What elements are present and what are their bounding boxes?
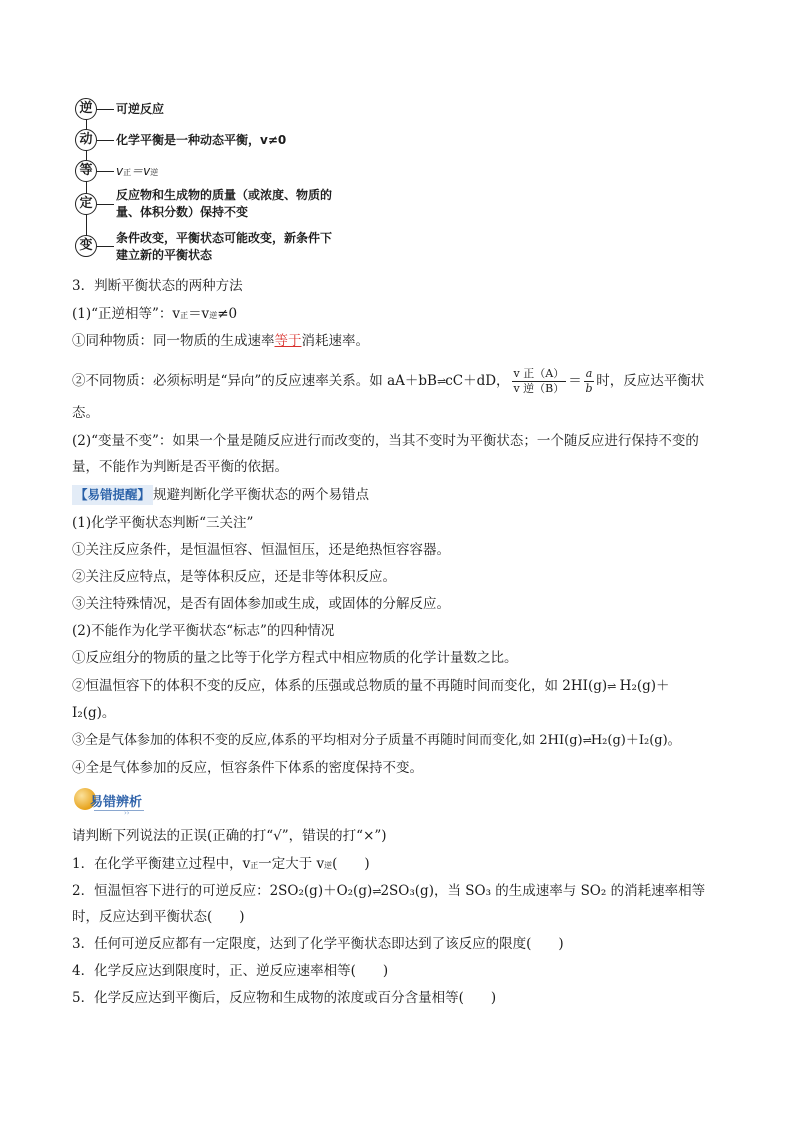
quiz-intro: 请判断下列说法的正误(正确的打“√”，错误的打“×”)	[72, 828, 387, 844]
text-line: ④全是气体参加的反应，恒容条件下体系的密度保持不变。	[72, 760, 423, 776]
text-line: I₂(g)。	[72, 705, 116, 721]
feature-text-5: 条件改变，平衡状态可能改变，新条件下 建立新的平衡状态	[116, 231, 333, 262]
quiz-item-2-cont: 时，反应达到平衡状态( )	[72, 909, 245, 925]
text-line: ③关注特殊情况，是否有固体参加或生成，或固体的分解反应。	[72, 596, 450, 612]
text-line: ②关注反应特点，是等体积反应，还是非等体积反应。	[72, 569, 396, 585]
text-line: ①关注反应条件，是恒温恒容、恒温恒压，还是绝热恒容容器。	[72, 542, 450, 558]
feature-dash-4	[97, 204, 114, 205]
section-underline	[94, 810, 144, 811]
equilibrium-arrow-icon: ⇌	[372, 885, 381, 898]
feature-text-2: 化学平衡是一种动态平衡，v≠0	[116, 133, 287, 147]
feature-circle-2: 动	[75, 129, 97, 151]
feature-circle-5: 变	[75, 235, 97, 257]
error-reminder-line: 【易错提醒】 规避判断化学平衡状态的两个易错点	[72, 485, 369, 505]
equilibrium-feature-diagram	[72, 95, 402, 265]
feature-dash-5	[97, 246, 114, 247]
text-line: 态。	[72, 405, 99, 421]
equilibrium-arrow-icon: ⇌	[582, 734, 591, 747]
equilibrium-arrow-icon: ⇌	[607, 680, 616, 693]
error-reminder-badge: 【易错提醒】	[72, 485, 153, 505]
text-line: (2)不能作为化学平衡状态“标志”的四种情况	[72, 623, 335, 639]
quiz-item-4: 4．化学反应达到限度时，正、逆反应速率相等( )	[72, 963, 389, 979]
feature-dash-3	[97, 171, 114, 172]
section-title: 易错辨析	[90, 795, 143, 810]
feature-text-3: v正＝v逆	[116, 164, 159, 178]
quiz-item-2: 2．恒温恒容下进行的可逆反应：2SO₂(g)＋O₂(g)⇌2SO₃(g)，当 SO₃ 的生成速率与 SO₂ 的消耗速率相等	[72, 883, 706, 899]
rate-fraction: $\frac{\text{v 正（A）}}{\text{v 逆（B）}}$	[513, 367, 565, 395]
feature-circle-3: 等	[75, 160, 97, 182]
coefficient-fraction: $\frac{a}{b}$	[585, 367, 593, 395]
section-arrow-icon: ››	[124, 809, 130, 817]
text-line: ①反应组分的物质的量之比等于化学方程式中相应物质的化学计量数之比。	[72, 650, 518, 666]
feature-dash-1	[97, 109, 114, 110]
highlight-equal: 等于	[274, 333, 302, 349]
quiz-item-3: 3．任何可逆反应都有一定限度，达到了化学平衡状态即达到了该反应的限度( )	[72, 936, 564, 952]
text-line: (1)“正逆相等”：v正＝v逆≠0	[72, 306, 238, 322]
text-line: ②恒温恒容下的体积不变的反应，体系的压强或总物质的量不再随时间而变化，如 2HI(g)⇌ H₂(g)＋	[72, 678, 670, 694]
quiz-item-5: 5．化学反应达到平衡后，反应物和生成物的浓度或百分含量相等( )	[72, 990, 497, 1006]
section-header-error-analysis	[72, 786, 182, 820]
feature-text-1: 可逆反应	[116, 102, 165, 116]
text-line: ③全是气体参加的体积不变的反应,体系的平均相对分子质量不再随时间而变化,如 2HI(g)⇌H₂(g)＋I₂(g)。	[72, 733, 681, 748]
feature-text-4: 反应物和生成物的质量（或浓度、物质的 量、体积分数）保持不变	[116, 188, 333, 219]
quiz-item-1: 1．在化学平衡建立过程中，v正一定大于 v逆( )	[72, 856, 370, 872]
text-line: (2)“变量不变”：如果一个量是随反应进行而改变的，当其不变时为平衡状态；一个随反应进行保持不变的	[72, 433, 699, 449]
heading-two-methods: 3．判断平衡状态的两种方法	[72, 278, 243, 294]
feature-dash-2	[97, 140, 114, 141]
text-line: ②不同物质：必须标明是“异向”的反应速率关系。如 aA＋bB⇌cC＋dD， $\frac{\text{v 正（A）}}{\text{v 逆（B）}}$ ＝ $\frac{a}{b}$ 时，反应达平衡状	[72, 367, 705, 395]
feature-circle-1: 逆	[75, 98, 97, 120]
text-line: 量，不能作为判断是否平衡的依据。	[72, 459, 288, 475]
feature-circle-4: 定	[75, 193, 97, 215]
text-line: ①同种物质：同一物质的生成速率等于消耗速率。	[72, 333, 369, 349]
equilibrium-arrow-icon: ⇌	[436, 375, 446, 388]
text-line: (1)化学平衡状态判断“三关注”	[72, 515, 254, 531]
